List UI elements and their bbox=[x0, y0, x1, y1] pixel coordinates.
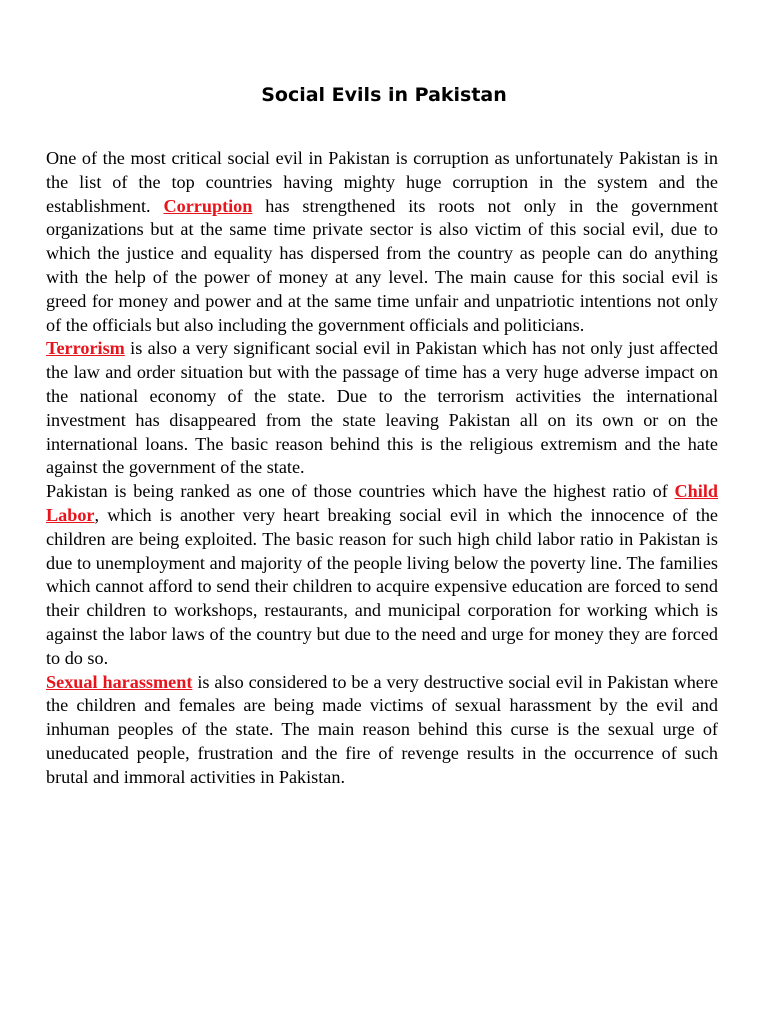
paragraph-text: Pakistan is being ranked as one of those countries which have the highest ratio of bbox=[46, 481, 675, 502]
paragraph-terrorism bbox=[46, 337, 718, 480]
paragraph-corruption bbox=[46, 147, 718, 337]
paragraph-text: is also considered to be a very destructive social evil in Pakistan where the children and females are being made victims of sexual harassment by the evil and inhuman peoples of the state. The main reason behind this curse is the sexual urge of uneducated people, frustration and the fire of revenge results in the occurrence of such brutal and immoral activities in Pakistan. bbox=[46, 671, 719, 787]
document-title: Social Evils in Pakistan bbox=[261, 84, 507, 106]
paragraph-text: One of the most critical social evil in Pakistan is corruption as unfortunately Pakistan is in the list of the top countries having mighty huge corruption in the system and the establishment. bbox=[46, 148, 718, 216]
paragraph-text: is also a very significant social evil in Pakistan which has not only just affected the law and order situation but with the passage of time has a very huge adverse impact on the national economy of the state. Due to the terrorism activities the international investment has disappeared from the state leaving Pakistan all on its own or on the international loans. The basic reason behind this is the religious extremism and the hate against the government of the state. bbox=[46, 338, 718, 478]
keyword-sexual-harassment: Sexual harassment bbox=[46, 671, 193, 692]
keyword-terrorism: Terrorism bbox=[46, 338, 125, 359]
paragraph-text: , which is another very heart breaking social evil in which the innocence of the children are being exploited. The basic reason for such high child labor ratio in Pakistan is due to unemployment and majority of the people living below the poverty line. The families which cannot afford to send their children to acquire expensive education are forced to send their children to workshops, restaurants, and municipal corporation for working which is against the labor laws of the country but due to the need and urge for money they are forced to do so. bbox=[46, 504, 718, 668]
keyword-corruption: Corruption bbox=[163, 195, 253, 216]
paragraph-text: has strengthened its roots not only in the government organizations but at the same time private sector is also victim of this social evil, due to which the justice and equality has dispersed from the country as people can do anything with the help of the power of money at any level. The main cause for this social evil is greed for money and power and at the same time unfair and unpatriotic intentions not only of the officials but also including the government officials and politicians. bbox=[46, 195, 719, 335]
paragraph-sexual-harassment bbox=[46, 671, 718, 790]
paragraph-child-labor bbox=[46, 480, 718, 670]
document-body bbox=[46, 147, 718, 790]
keyword-child-labor: Child Labor bbox=[46, 481, 718, 525]
